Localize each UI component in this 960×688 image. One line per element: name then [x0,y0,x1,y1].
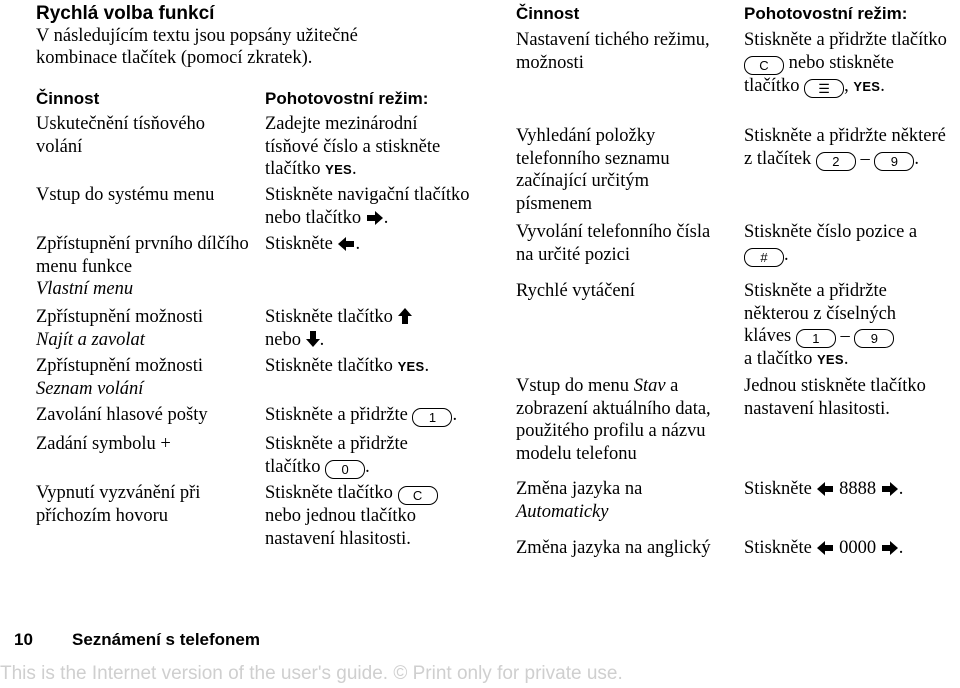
right-row-2-standby: Stiskněte číslo pozice a # . [744,222,918,265]
right-row-1-standby: Stiskněte a přidržte některé z tlačítek 2 – 9 . [744,126,946,169]
left-row-5-standby: Stiskněte a přidržte 1 . [265,405,458,425]
section-name: Seznámení s telefonem [72,630,261,649]
left-row-3-standby: Stiskněte tlačítko nebo . [265,306,465,351]
left-row-7-standby: Stiskněte tlačítko C nebo jednou tlačítko nastavení hlasitosti. [265,482,465,550]
key-c-icon: C [398,486,438,505]
right-row-3-action: Rychlé vytáčení [516,281,635,301]
left-row-2-standby: Stiskněte . [265,234,361,254]
key-9-icon: 9 [854,329,894,348]
right-row-0-standby: Stiskněte a přidržte tlačítko C nebo stiskněte tlačítko ☰ , YES. [744,30,947,96]
left-row-4-action: Zpřístupnění možnosti Seznam volání [36,356,203,399]
intro-text: V následujícím textu jsou popsány užitečné kombinace tlačítek (pomocí zkratek). [36,26,358,68]
arrow-left-icon [816,481,834,497]
right-row-1-action: Vyhledání položky telefonního seznamu začínající určitým písmenem [516,126,670,214]
right-row-2-action: Vyvolání telefonního čísla na určité pozici [516,222,711,265]
key-9-icon: 9 [874,152,914,171]
left-row-0-action: Uskutečnění tísňového volání [36,114,206,157]
arrow-down-icon [306,330,320,348]
right-row-4-action: Vstup do menu Stav a zobrazení aktuálního data, použitého profilu a názvu modelu telefonu [516,376,711,464]
left-row-7-action: Vypnutí vyzvánění při příchozím hovoru [36,483,201,526]
right-row-6-standby: Stiskněte 0000 . [744,538,904,558]
yes-key-label: YES [853,78,881,94]
left-row-1-standby: Stiskněte navigační tlačítko nebo tlačítko . [265,185,470,228]
left-row-5-action: Zavolání hlasové pošty [36,405,208,425]
arrow-up-icon [398,307,412,325]
left-row-6-standby: Stiskněte a přidržte tlačítko 0 . [265,434,408,477]
key-hash-icon: # [744,248,784,267]
yes-key-label: YES [397,359,425,374]
arrow-right-icon [881,540,899,556]
right-row-3-standby: Stiskněte a přidržte některou z číselných kláves 1 – 9 a tlačítko YES. [744,281,897,369]
right-row-4-standby: Jednou stiskněte tlačítko nastavení hlasitosti. [744,376,926,419]
left-row-6-action: Zadání symbolu + [36,434,171,454]
left-col-action-header: Činnost [36,89,100,108]
right-row-5-action: Změna jazyka na Automaticky [516,479,643,522]
right-col-action-header: Činnost [516,4,580,23]
right-row-5-standby: Stiskněte 8888 . [744,479,904,499]
key-0-icon: 0 [325,460,365,479]
left-row-1-action: Vstup do systému menu [36,185,215,205]
left-row-2-action: Zpřístupnění prvního dílčího menu funkce Vlastní menu [36,234,249,299]
arrow-left-icon [816,540,834,556]
right-col-standby-header: Pohotovostní režim: [744,4,908,23]
section-title: Rychlá volba funkcí [36,3,215,24]
left-row-4-standby: Stiskněte tlačítko YES. [265,356,430,376]
left-row-0-standby: Zadejte mezinárodní tísňové číslo a stiskněte tlačítko YES. [265,114,441,179]
arrow-right-icon [881,481,899,497]
yes-key-label: YES [325,162,353,177]
menu-key-icon: ☰ [804,79,844,98]
arrow-left-icon [337,236,355,252]
watermark-text: This is the Internet version of the user's guide. © Print only for private use. [0,663,623,684]
page-number: 10 [14,630,33,649]
left-col-standby-header: Pohotovostní režim: [265,89,429,108]
yes-key-label: YES [816,352,844,367]
key-1-icon: 1 [412,408,452,427]
key-1-icon: 1 [796,329,836,348]
right-row-6-action: Změna jazyka na anglický [516,538,711,558]
right-row-0-action: Nastavení tichého režimu, možnosti [516,30,710,73]
key-c-icon: C [744,56,784,75]
left-row-3-action: Zpřístupnění možnosti Najít a zavolat [36,307,203,350]
key-2-icon: 2 [816,152,856,171]
arrow-right-icon [366,210,384,226]
